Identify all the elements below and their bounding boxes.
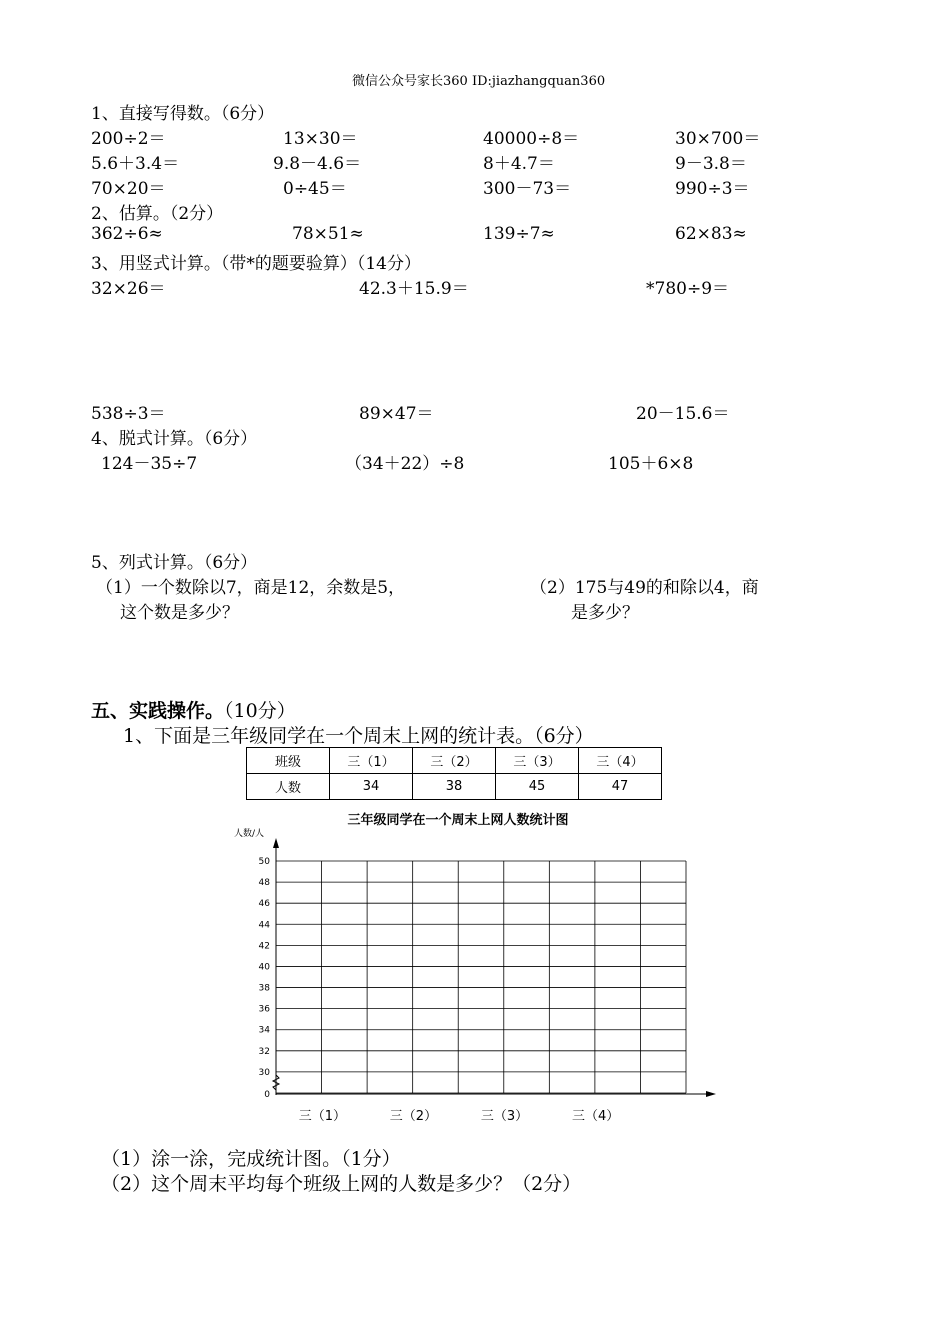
table-cell: 34 <box>330 774 413 800</box>
y-tick-label: 48 <box>258 878 270 889</box>
table-cell: 人数 <box>247 774 330 800</box>
q5-problem1-line2: 这个数是多少？ <box>120 603 239 623</box>
chart-axes <box>273 838 716 1097</box>
y-tick-label: 36 <box>258 1004 270 1015</box>
y-tick-label: 44 <box>258 920 270 931</box>
q1-item: 200÷2＝ <box>91 129 166 149</box>
q1-item: 40000÷8＝ <box>483 129 580 149</box>
x-category-label: 三（4） <box>572 1109 620 1124</box>
table-cell: 47 <box>579 774 662 800</box>
section5-heading <box>91 696 296 723</box>
section5-score: （10分） <box>224 700 296 722</box>
q1-item: 300－73＝ <box>483 179 572 199</box>
q1-item: 8＋4.7＝ <box>483 154 555 174</box>
q5-title: 5、列式计算。（6分） <box>91 553 258 573</box>
q2-item: 362÷6≈ <box>91 224 163 244</box>
q2-item: 62×83≈ <box>675 224 747 244</box>
q1-item: 990÷3＝ <box>675 179 750 199</box>
chart-x-categories <box>299 1109 620 1124</box>
q1-title: 1、直接写得数。（6分） <box>91 104 275 124</box>
section5-title: 五、实践操作。 <box>91 700 225 722</box>
x-category-label: 三（3） <box>480 1109 529 1124</box>
x-category-label: 三（2） <box>389 1109 438 1124</box>
q4-title: 4、脱式计算。（6分） <box>91 429 258 449</box>
bar-chart-grid <box>0 800 950 1140</box>
q3-title: 3、用竖式计算。（带*的题要验算）（14分） <box>91 254 421 274</box>
q5-problem1-line1: （1）一个数除以7，商是12，余数是5， <box>96 578 406 598</box>
chart-y-ticks <box>259 857 271 1100</box>
y-tick-label: 50 <box>258 857 270 867</box>
table-cell: 三（4） <box>579 748 662 774</box>
task-2: （2）这个周末平均每个班级上网的人数是多少？（2分） <box>101 1173 582 1195</box>
q4-item: （34＋22）÷8 <box>345 454 465 474</box>
x-axis-arrow <box>706 1091 716 1097</box>
q4-item: 105＋6×8 <box>608 454 694 474</box>
q1-item: 0÷45＝ <box>283 179 347 199</box>
y-tick-label: 30 <box>258 1067 270 1078</box>
y-axis-arrow <box>273 838 279 848</box>
q3-item: 42.3＋15.9＝ <box>359 279 469 299</box>
page-header: 微信公众号家长360 ID:jiazhangquan360 <box>352 74 606 89</box>
y-tick-label: 42 <box>258 941 270 952</box>
q3-item: 32×26＝ <box>91 279 166 299</box>
q5-problem2-line1: （2）175与49的和除以4，商 <box>530 578 759 598</box>
chart-y-axis-label: 人数/人 <box>234 829 265 839</box>
chart-title: 三年级同学在一个周末上网人数统计图 <box>347 813 569 828</box>
table-row <box>247 774 662 800</box>
table-row <box>247 748 662 774</box>
q3-item: *780÷9＝ <box>646 279 730 299</box>
q2-title: 2、估算。（2分） <box>91 204 224 224</box>
q1-item: 70×20＝ <box>91 179 166 199</box>
q1-item: 30×700＝ <box>675 129 761 149</box>
y-tick-label: 0 <box>264 1090 270 1100</box>
table-cell: 三（2） <box>413 748 496 774</box>
y-tick-label: 38 <box>258 983 270 994</box>
q3-item: 20－15.6＝ <box>636 404 730 424</box>
task-1: （1）涂一涂，完成统计图。（1分） <box>101 1148 401 1170</box>
table-cell: 班级 <box>247 748 330 774</box>
q1-item: 9－3.8＝ <box>675 154 747 174</box>
x-category-label: 三（1） <box>298 1109 346 1124</box>
q3-item: 538÷3＝ <box>91 404 166 424</box>
table-cell: 38 <box>413 774 496 800</box>
q4-item: 124－35÷7 <box>101 454 198 474</box>
q5-problem2-line2: 是多少？ <box>571 603 639 623</box>
table-cell: 45 <box>496 774 579 800</box>
y-tick-label: 32 <box>258 1046 270 1057</box>
q1-item: 13×30＝ <box>283 129 358 149</box>
q3-item: 89×47＝ <box>359 404 434 424</box>
y-tick-label: 34 <box>258 1025 270 1036</box>
y-tick-label: 40 <box>258 962 270 973</box>
q2-item: 139÷7≈ <box>483 224 555 244</box>
chart-grid <box>276 861 686 1093</box>
q1-item: 9.8－4.6＝ <box>273 154 362 174</box>
table-cell: 三（3） <box>496 748 579 774</box>
q1-item: 5.6＋3.4＝ <box>91 154 180 174</box>
y-tick-label: 46 <box>258 899 270 910</box>
stats-table <box>246 747 662 800</box>
section5-sub1: 1、下面是三年级同学在一个周末上网的统计表。（6分） <box>123 725 594 747</box>
table-cell: 三（1） <box>330 748 413 774</box>
q2-item: 78×51≈ <box>292 224 364 244</box>
